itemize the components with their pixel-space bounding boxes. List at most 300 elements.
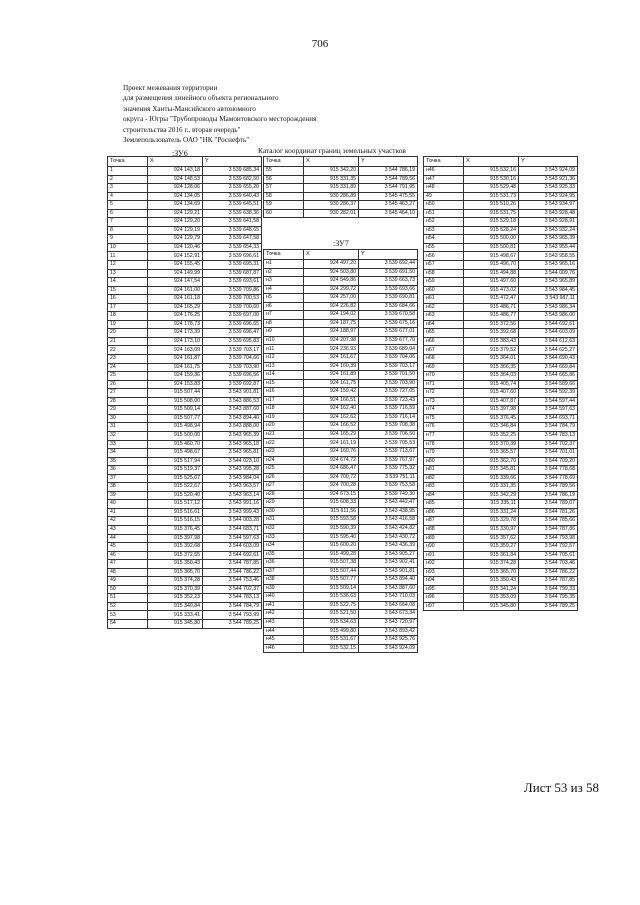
point-cell: н3 bbox=[264, 277, 304, 286]
coordinates-table-zu7-continued bbox=[423, 156, 578, 611]
x-cell: 915 366,35 bbox=[464, 363, 519, 372]
y-cell: 3 539 696,61 bbox=[203, 252, 262, 261]
y-cell: 3 539 696,47 bbox=[203, 329, 262, 338]
x-cell: 915 498,67 bbox=[148, 449, 203, 458]
y-cell: 3 543 958,55 bbox=[519, 252, 578, 261]
x-cell: 924 149,99 bbox=[148, 269, 203, 278]
y-cell: 3 539 709,86 bbox=[203, 286, 262, 295]
x-cell: 915 498,67 bbox=[464, 252, 519, 261]
y-cell: 3 543 999,43 bbox=[203, 508, 262, 517]
y-cell: 3 544 009,76 bbox=[519, 269, 578, 278]
x-cell: 915 522,67 bbox=[148, 483, 203, 492]
table-row bbox=[264, 533, 418, 542]
x-cell: 915 507,77 bbox=[304, 576, 359, 585]
point-cell: н18 bbox=[264, 405, 304, 414]
table-row bbox=[108, 167, 262, 176]
point-cell: н74 bbox=[424, 406, 464, 415]
table-row bbox=[424, 577, 578, 586]
point-cell: 49 bbox=[424, 192, 464, 201]
point-cell: 53 bbox=[108, 611, 148, 620]
x-cell: 915 359,27 bbox=[464, 543, 519, 552]
y-cell: 3 539 692,44 bbox=[359, 260, 418, 269]
y-cell: 3 539 701,50 bbox=[359, 371, 418, 380]
x-cell: 924 194,02 bbox=[304, 311, 359, 320]
point-cell: н78 bbox=[424, 440, 464, 449]
point-cell: н60 bbox=[424, 286, 464, 295]
x-cell: 924 674,72 bbox=[304, 456, 359, 465]
table-row bbox=[108, 594, 262, 603]
table-row bbox=[264, 388, 418, 397]
table-row bbox=[108, 337, 262, 346]
point-cell: н54 bbox=[424, 235, 464, 244]
y-cell: 3 539 638,36 bbox=[203, 209, 262, 218]
point-cell: 56 bbox=[264, 175, 304, 184]
x-cell: 915 352,23 bbox=[148, 594, 203, 603]
point-cell: н13 bbox=[264, 362, 304, 371]
point-cell: н69 bbox=[424, 363, 464, 372]
x-cell: 915 331,89 bbox=[304, 184, 359, 193]
x-cell: 924 143,18 bbox=[148, 167, 203, 176]
table-row bbox=[264, 201, 418, 210]
table-row bbox=[264, 610, 418, 619]
point-cell: н81 bbox=[424, 466, 464, 475]
table-row bbox=[424, 568, 578, 577]
table-row bbox=[108, 466, 262, 475]
x-cell: 915 364,03 bbox=[464, 372, 519, 381]
point-cell: 59 bbox=[264, 201, 304, 210]
x-cell: 915 331,24 bbox=[464, 508, 519, 517]
y-cell: 3 543 986,00 bbox=[519, 312, 578, 321]
y-cell: 3 543 965,81 bbox=[203, 449, 262, 458]
y-cell: 3 543 928,48 bbox=[519, 209, 578, 218]
table-row bbox=[264, 192, 418, 201]
point-cell: н85 bbox=[424, 500, 464, 509]
y-cell: 3 544 692,61 bbox=[203, 551, 262, 560]
x-cell: 915 350,43 bbox=[464, 577, 519, 586]
table-row bbox=[108, 320, 262, 329]
point-cell: н39 bbox=[264, 584, 304, 593]
point-cell: н36 bbox=[264, 559, 304, 568]
point-cell: н30 bbox=[264, 507, 304, 516]
table-row bbox=[108, 525, 262, 534]
y-cell: 3 543 965,39 bbox=[203, 431, 262, 440]
point-cell: н26 bbox=[264, 473, 304, 482]
x-cell: 915 342,29 bbox=[464, 491, 519, 500]
table-row bbox=[264, 524, 418, 533]
y-cell: 3 539 716,59 bbox=[359, 405, 418, 414]
y-cell: 3 543 924,09 bbox=[359, 644, 418, 653]
x-cell: 915 361,84 bbox=[464, 551, 519, 560]
table-row bbox=[424, 508, 578, 517]
table-row bbox=[264, 277, 418, 286]
table-row bbox=[424, 329, 578, 338]
x-cell: 915 507,77 bbox=[148, 414, 203, 423]
table-row bbox=[108, 508, 262, 517]
point-cell: 35 bbox=[108, 457, 148, 466]
table-row bbox=[264, 593, 418, 602]
column-header-x: X bbox=[148, 157, 203, 167]
y-cell: 3 544 784,79 bbox=[203, 602, 262, 611]
y-cell: 3 544 023,10 bbox=[203, 457, 262, 466]
y-cell: 3 544 702,37 bbox=[519, 440, 578, 449]
table-row bbox=[264, 268, 418, 277]
x-cell: 915 392,68 bbox=[464, 329, 519, 338]
y-cell: 3 543 438,95 bbox=[359, 507, 418, 516]
x-cell: 915 374,28 bbox=[464, 560, 519, 569]
y-cell: 3 544 791,95 bbox=[359, 184, 418, 193]
y-cell: 3 543 664,08 bbox=[359, 601, 418, 610]
y-cell: 3 544 753,46 bbox=[203, 577, 262, 586]
y-cell: 3 543 720,97 bbox=[359, 618, 418, 627]
x-cell: 915 510,26 bbox=[464, 201, 519, 210]
table-row bbox=[264, 439, 418, 448]
table-row bbox=[108, 269, 262, 278]
point-cell: н45 bbox=[264, 636, 304, 645]
x-cell: 924 673,15 bbox=[304, 490, 359, 499]
point-cell: н55 bbox=[424, 243, 464, 252]
y-cell: 3 544 683,71 bbox=[203, 525, 262, 534]
x-cell: 915 532,16 bbox=[464, 167, 519, 176]
x-cell: 915 392,68 bbox=[148, 543, 203, 552]
point-cell: н56 bbox=[424, 252, 464, 261]
point-cell: н1 bbox=[264, 260, 304, 269]
y-cell: 3 543 888,00 bbox=[203, 423, 262, 432]
y-cell: 3 544 778,68 bbox=[519, 466, 578, 475]
y-cell: 3 543 416,58 bbox=[359, 516, 418, 525]
y-cell: 3 544 793,98 bbox=[519, 534, 578, 543]
point-cell: н97 bbox=[424, 602, 464, 611]
table-row bbox=[424, 500, 578, 509]
table-row bbox=[264, 167, 418, 176]
y-cell: 3 544 612,63 bbox=[519, 337, 578, 346]
y-cell: 3 543 965,16 bbox=[519, 261, 578, 270]
column-header-y: Y bbox=[359, 157, 418, 167]
x-cell: 915 333,41 bbox=[148, 611, 203, 620]
x-cell: 915 497,60 bbox=[464, 278, 519, 287]
point-cell: н73 bbox=[424, 397, 464, 406]
point-cell: 7 bbox=[108, 218, 148, 227]
x-cell: 924 148,53 bbox=[148, 175, 203, 184]
point-cell: н14 bbox=[264, 371, 304, 380]
x-cell: 924 700,72 bbox=[304, 473, 359, 482]
coordinates-table-zu6-continued bbox=[263, 156, 418, 218]
point-cell: н7 bbox=[264, 311, 304, 320]
point-cell: 24 bbox=[108, 363, 148, 372]
point-cell: н75 bbox=[424, 414, 464, 423]
point-cell: н43 bbox=[264, 618, 304, 627]
point-cell: 13 bbox=[108, 269, 148, 278]
table-row bbox=[108, 517, 262, 526]
y-cell: 3 539 687,87 bbox=[203, 269, 262, 278]
table-row bbox=[264, 499, 418, 508]
y-cell: 3 539 684,66 bbox=[359, 302, 418, 311]
point-cell: н32 bbox=[264, 524, 304, 533]
x-cell: 915 516,15 bbox=[148, 517, 203, 526]
y-cell: 3 539 713,67 bbox=[359, 448, 418, 457]
y-cell: 3 543 987,11 bbox=[519, 295, 578, 304]
table-row bbox=[264, 209, 418, 218]
table-row bbox=[108, 346, 262, 355]
x-cell: 924 160,39 bbox=[304, 362, 359, 371]
point-cell: н34 bbox=[264, 542, 304, 551]
point-cell: н79 bbox=[424, 449, 464, 458]
y-cell: 3 543 995,28 bbox=[203, 466, 262, 475]
table-row bbox=[108, 226, 262, 235]
x-cell: 924 161,87 bbox=[148, 355, 203, 364]
table-row bbox=[108, 295, 262, 304]
x-cell: 924 152,91 bbox=[148, 252, 203, 261]
point-cell: 21 bbox=[108, 337, 148, 346]
table-row bbox=[264, 627, 418, 636]
point-cell: 5 bbox=[108, 201, 148, 210]
y-cell: 3 544 789,56 bbox=[359, 175, 418, 184]
point-cell: 28 bbox=[108, 397, 148, 406]
y-cell: 3 543 921,36 bbox=[519, 175, 578, 184]
point-cell: н82 bbox=[424, 474, 464, 483]
point-cell: 38 bbox=[108, 483, 148, 492]
table-row bbox=[424, 303, 578, 312]
y-cell: 3 539 677,01 bbox=[359, 328, 418, 337]
y-cell: 3 543 963,57 bbox=[203, 483, 262, 492]
catalog-title: Каталог координат границ земельных участков bbox=[258, 146, 406, 155]
x-cell: 924 155,45 bbox=[148, 261, 203, 270]
y-cell: 3 544 793,99 bbox=[203, 611, 262, 620]
y-cell: 3 539 685,34 bbox=[203, 167, 262, 176]
x-cell: 924 165,29 bbox=[304, 430, 359, 439]
y-cell: 3 539 647,58 bbox=[203, 235, 262, 244]
table-row bbox=[424, 551, 578, 560]
point-cell: н19 bbox=[264, 413, 304, 422]
table-row bbox=[424, 243, 578, 252]
table-row bbox=[424, 457, 578, 466]
x-cell: 915 499,80 bbox=[304, 627, 359, 636]
x-cell: 915 531,67 bbox=[304, 636, 359, 645]
table-row bbox=[108, 389, 262, 398]
table-row bbox=[424, 312, 578, 321]
point-cell: 14 bbox=[108, 278, 148, 287]
y-cell: 3 544 789,56 bbox=[519, 483, 578, 492]
table-row bbox=[264, 336, 418, 345]
y-cell: 3 543 934,97 bbox=[519, 201, 578, 210]
x-cell: 915 379,52 bbox=[464, 346, 519, 355]
point-cell: н15 bbox=[264, 379, 304, 388]
y-cell: 3 545 475,55 bbox=[359, 192, 418, 201]
point-cell: 46 bbox=[108, 551, 148, 560]
point-cell: н53 bbox=[424, 226, 464, 235]
table-row bbox=[108, 201, 262, 210]
y-cell: 3 543 710,03 bbox=[359, 593, 418, 602]
table-row bbox=[264, 542, 418, 551]
y-cell: 3 543 963,14 bbox=[203, 491, 262, 500]
point-cell: н31 bbox=[264, 516, 304, 525]
y-cell: 3 539 663,73 bbox=[359, 277, 418, 286]
y-cell: 3 539 767,97 bbox=[359, 456, 418, 465]
point-cell: 8 bbox=[108, 226, 148, 235]
table-row bbox=[424, 491, 578, 500]
x-cell: 915 517,94 bbox=[148, 457, 203, 466]
y-cell: 3 539 727,05 bbox=[359, 388, 418, 397]
point-cell: н37 bbox=[264, 567, 304, 576]
point-cell: 57 bbox=[264, 184, 304, 193]
x-cell: 930 286,37 bbox=[304, 201, 359, 210]
point-cell: н94 bbox=[424, 577, 464, 586]
x-cell: 915 370,39 bbox=[464, 440, 519, 449]
x-cell: 924 161,19 bbox=[304, 439, 359, 448]
point-cell: н67 bbox=[424, 346, 464, 355]
table-row bbox=[264, 482, 418, 491]
point-cell: н47 bbox=[424, 175, 464, 184]
y-cell: 3 543 442,47 bbox=[359, 499, 418, 508]
x-cell: 924 147,54 bbox=[148, 278, 203, 287]
x-cell: 924 299,72 bbox=[304, 285, 359, 294]
x-cell: 915 528,24 bbox=[464, 226, 519, 235]
point-cell: 44 bbox=[108, 534, 148, 543]
table-row bbox=[108, 209, 262, 218]
y-cell: 3 539 775,32 bbox=[359, 465, 418, 474]
y-cell: 3 539 697,00 bbox=[203, 312, 262, 321]
point-cell: н41 bbox=[264, 601, 304, 610]
table-row bbox=[264, 448, 418, 457]
x-cell: 915 364,01 bbox=[464, 355, 519, 364]
table-row bbox=[264, 473, 418, 482]
table-row bbox=[264, 422, 418, 431]
x-cell: 924 129,79 bbox=[148, 235, 203, 244]
x-cell: 915 374,28 bbox=[148, 577, 203, 586]
table-row bbox=[424, 192, 578, 201]
point-cell: 17 bbox=[108, 303, 148, 312]
x-cell: 915 405,74 bbox=[464, 380, 519, 389]
point-cell: н92 bbox=[424, 560, 464, 569]
table-row bbox=[108, 534, 262, 543]
x-cell: 915 498,94 bbox=[148, 423, 203, 432]
table-row bbox=[424, 414, 578, 423]
x-cell: 924 236,93 bbox=[304, 345, 359, 354]
point-cell: н33 bbox=[264, 533, 304, 542]
point-cell: н61 bbox=[424, 295, 464, 304]
table-row bbox=[108, 278, 262, 287]
table-header-row bbox=[424, 157, 578, 167]
point-cell: н84 bbox=[424, 491, 464, 500]
x-cell: 915 331,35 bbox=[464, 483, 519, 492]
point-cell: н27 bbox=[264, 482, 304, 491]
y-cell: 3 539 677,70 bbox=[359, 336, 418, 345]
point-cell: 32 bbox=[108, 431, 148, 440]
table-row bbox=[264, 379, 418, 388]
y-cell: 3 539 703,90 bbox=[203, 363, 262, 372]
x-cell: 915 486,71 bbox=[464, 303, 519, 312]
x-cell: 915 508,00 bbox=[148, 397, 203, 406]
table-row bbox=[424, 431, 578, 440]
point-cell: н76 bbox=[424, 423, 464, 432]
x-cell: 915 608,33 bbox=[304, 499, 359, 508]
x-cell: 915 531,73 bbox=[464, 192, 519, 201]
x-cell: 915 345,80 bbox=[464, 602, 519, 611]
y-cell: 3 539 703,17 bbox=[359, 362, 418, 371]
y-cell: 3 543 955,44 bbox=[519, 243, 578, 252]
point-cell: 2 bbox=[108, 175, 148, 184]
table-row bbox=[424, 380, 578, 389]
table-row bbox=[264, 644, 418, 653]
point-cell: н22 bbox=[264, 439, 304, 448]
y-cell: 3 543 984,04 bbox=[203, 474, 262, 483]
y-cell: 3 544 799,33 bbox=[519, 585, 578, 594]
x-cell: 924 549,86 bbox=[304, 277, 359, 286]
x-cell: 915 341,24 bbox=[464, 585, 519, 594]
table-row bbox=[264, 430, 418, 439]
table-row bbox=[264, 516, 418, 525]
point-cell: н52 bbox=[424, 218, 464, 227]
y-cell: 3 544 702,37 bbox=[203, 585, 262, 594]
point-cell: 20 bbox=[108, 329, 148, 338]
point-cell: 30 bbox=[108, 414, 148, 423]
table-row bbox=[264, 184, 418, 193]
table-row bbox=[108, 363, 262, 372]
point-cell: 15 bbox=[108, 286, 148, 295]
point-cell: 42 bbox=[108, 517, 148, 526]
table-row bbox=[424, 218, 578, 227]
x-cell: 915 372,56 bbox=[464, 320, 519, 329]
point-cell: н40 bbox=[264, 593, 304, 602]
table-row bbox=[108, 252, 262, 261]
header-line: для размещения линейного объекта регионального bbox=[123, 94, 279, 103]
point-cell: н4 bbox=[264, 285, 304, 294]
point-cell: н51 bbox=[424, 209, 464, 218]
table-row bbox=[108, 457, 262, 466]
column-header-y: Y bbox=[359, 250, 418, 260]
y-cell: 3 543 928,91 bbox=[519, 218, 578, 227]
x-cell: 924 165,29 bbox=[148, 303, 203, 312]
point-cell: 6 bbox=[108, 209, 148, 218]
x-cell: 915 496,70 bbox=[464, 261, 519, 270]
y-cell: 3 543 902,41 bbox=[359, 559, 418, 568]
table-row bbox=[108, 449, 262, 458]
point-cell: н35 bbox=[264, 550, 304, 559]
point-cell: 58 bbox=[264, 192, 304, 201]
table-row bbox=[264, 319, 418, 328]
point-cell: н6 bbox=[264, 302, 304, 311]
x-cell: 924 160,76 bbox=[304, 448, 359, 457]
y-cell: 3 539 696,56 bbox=[203, 372, 262, 381]
point-cell: н71 bbox=[424, 380, 464, 389]
zu7-label: :ЗУ7 bbox=[333, 239, 349, 248]
table-row bbox=[424, 440, 578, 449]
point-cell: н24 bbox=[264, 456, 304, 465]
column-header-x: X bbox=[304, 250, 359, 260]
point-cell: н80 bbox=[424, 457, 464, 466]
x-cell: 924 166,51 bbox=[304, 396, 359, 405]
y-cell: 3 544 665,86 bbox=[519, 372, 578, 381]
x-cell: 924 207,98 bbox=[304, 336, 359, 345]
x-cell: 915 507,38 bbox=[304, 559, 359, 568]
y-cell: 3 543 991,16 bbox=[203, 500, 262, 509]
y-cell: 3 543 925,33 bbox=[519, 184, 578, 193]
y-cell: 3 543 901,81 bbox=[359, 567, 418, 576]
y-cell: 3 544 789,25 bbox=[203, 619, 262, 628]
x-cell: 924 128,06 bbox=[148, 184, 203, 193]
table-row bbox=[264, 260, 418, 269]
y-cell: 3 539 693,61 bbox=[203, 278, 262, 287]
x-cell: 915 362,70 bbox=[464, 457, 519, 466]
x-cell: 915 370,39 bbox=[148, 585, 203, 594]
table-row bbox=[424, 269, 578, 278]
point-cell: 19 bbox=[108, 320, 148, 329]
point-cell: 51 bbox=[108, 594, 148, 603]
column-header-x: X bbox=[464, 157, 519, 167]
point-cell: н89 bbox=[424, 534, 464, 543]
point-cell: 10 bbox=[108, 243, 148, 252]
table-row bbox=[108, 184, 262, 193]
x-cell: 924 161,67 bbox=[304, 354, 359, 363]
